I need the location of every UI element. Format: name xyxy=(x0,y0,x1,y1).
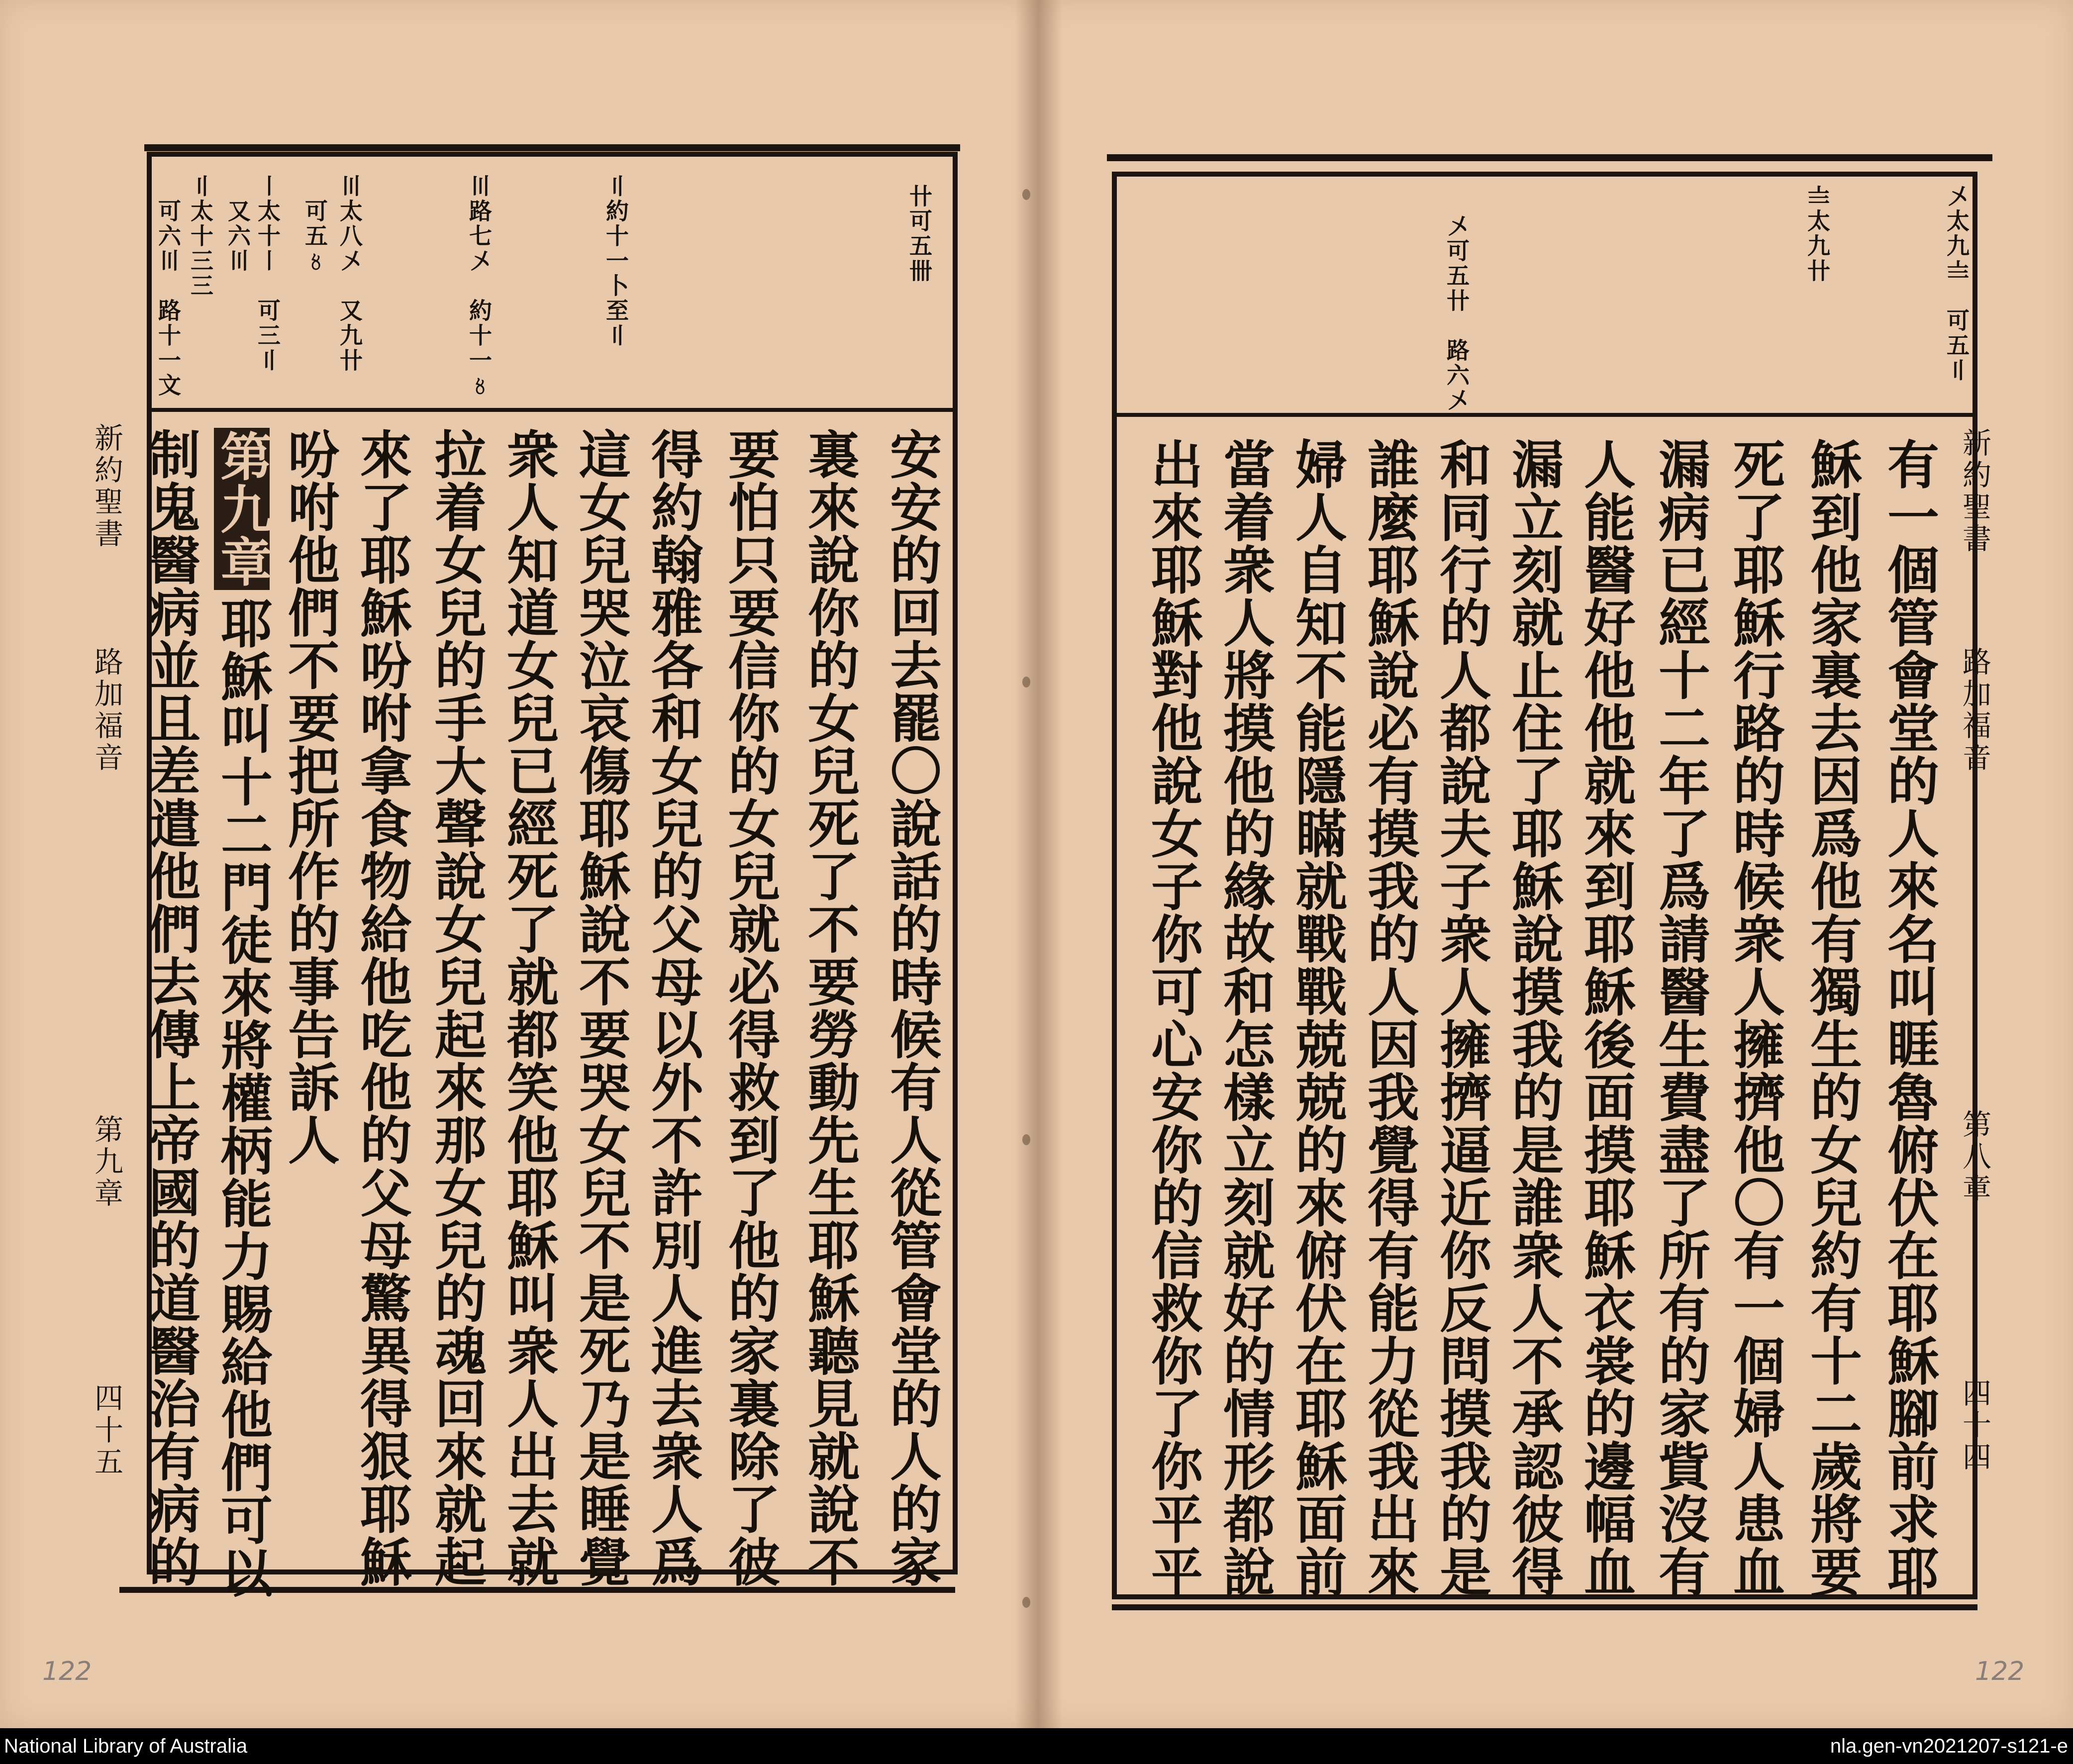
right-side-title: 新約聖書 xyxy=(1958,428,1991,555)
left-note-2: 〢約十一卜至〢 xyxy=(602,174,629,348)
footer-institution: National Library of Australia xyxy=(4,1735,248,1757)
right-page xyxy=(1037,0,2073,1728)
left-body-col-5: 這女兒哭泣哀傷耶穌說不要哭女兒不是死乃是睡覺 xyxy=(570,428,631,1588)
right-body-col-5: 人能醫好他他就來到耶穌後面摸耶穌衣裳的邊幅血 xyxy=(1575,438,1636,1598)
left-body-col-10: 耶穌叫十二門徒來將權柄能力賜給他們可以 xyxy=(212,597,273,1599)
left-body-col-4: 得約翰雅各和女兒的父母以外不許別人進去衆人爲 xyxy=(642,428,703,1588)
right-body-col-4: 漏病已經十二年了爲請醫生費盡了所有的家貲沒有 xyxy=(1650,438,1711,1598)
left-note-1: 卄可五卌 xyxy=(906,184,933,284)
right-header-top-rule xyxy=(1107,154,1992,161)
left-body-col-1: 安安的回去罷〇說話的時候有人從管會堂的人的家 xyxy=(881,428,942,1588)
left-note-6: 〡太十〡 可三〢 xyxy=(254,174,281,373)
right-side-page-number: 四十四 xyxy=(1958,1378,1991,1473)
right-body-col-10: 當着衆人將摸他的緣故和怎樣立刻就好的情形都說 xyxy=(1214,438,1276,1598)
left-pencil-mark: 122 xyxy=(42,1657,92,1686)
right-body-col-8: 誰麼耶穌說必有摸我的人因我覺得有能力從我出來 xyxy=(1359,438,1420,1598)
left-body-col-11: 制鬼醫病並且差遣他們去傳上帝國的道醫治有病的 xyxy=(140,428,201,1588)
left-body-col-6: 衆人知道女兒已經死了就都笑他耶穌叫衆人出去就 xyxy=(498,428,559,1588)
right-body-col-1: 有一個管會堂的人來名叫睚魯俯伏在耶穌腳前求耶 xyxy=(1878,438,1940,1598)
right-body-col-7: 和同行的人都說夫子衆人擁擠逼近你反問摸我的是 xyxy=(1431,438,1492,1598)
left-note-9: 可六〣 路十一文 xyxy=(155,174,182,398)
right-side-book: 路加福音 xyxy=(1958,647,1991,774)
left-side-book: 路加福音 xyxy=(90,647,123,774)
footer-bar xyxy=(0,1728,2073,1764)
left-side-chapter: 第九章 xyxy=(90,1114,123,1210)
right-bottom-rule xyxy=(1112,1604,1977,1610)
left-side-title: 新約聖書 xyxy=(90,423,123,550)
footer-identifier: nla.gen-vn2021207-s121-e xyxy=(1830,1735,2068,1757)
left-note-3: 〣路七〤 約十一〥 xyxy=(466,174,493,398)
book-gutter xyxy=(1015,0,1062,1728)
left-note-5: 可五〥 xyxy=(301,174,328,274)
right-pencil-mark: 122 xyxy=(1975,1657,2025,1686)
right-body-col-11: 出來耶穌對他說女子你可心安你的信救你了你平平 xyxy=(1142,438,1203,1598)
left-chapter-mark: 第九章 xyxy=(214,428,270,590)
left-header-top-rule xyxy=(144,144,960,151)
right-note-1: 〤太九〨 可五〢 xyxy=(1943,184,1970,383)
right-body-col-2: 穌到他家裏去因爲他有獨生的女兒約有十二歲將要 xyxy=(1801,438,1863,1598)
right-body-col-6: 漏立刻就止住了耶穌說摸我的是誰衆人不承認彼得 xyxy=(1503,438,1564,1598)
left-header-divider xyxy=(147,408,958,412)
right-note-2: 〨太九卄 xyxy=(1804,184,1831,284)
left-body-col-2: 裏來說你的女兒死了不要勞動先生耶穌聽見就說不 xyxy=(799,428,860,1588)
right-header-divider xyxy=(1112,413,1977,417)
left-body-col-3: 要怕只要信你的女兒就必得救到了他的家裏除了彼 xyxy=(719,428,781,1588)
left-side-page-number: 四十五 xyxy=(90,1383,123,1478)
left-note-7: 又六〣 xyxy=(224,174,251,274)
right-body-col-3: 死了耶穌行路的時候衆人擁擠他〇有一個婦人患血 xyxy=(1724,438,1785,1598)
left-body-col-7: 拉着女兒的手大聲說女兒起來那女兒的魂回來就起 xyxy=(426,428,487,1588)
left-page xyxy=(0,0,1037,1728)
left-body-col-8: 來了耶穌吩咐拿食物給他吃他的父母驚異得狠耶穌 xyxy=(351,428,412,1588)
left-note-4: 〣太八〤 又九卄 xyxy=(336,174,363,373)
right-note-3: 〤可五卄 路六〤 xyxy=(1443,214,1470,413)
left-note-8: 〢太十三三 xyxy=(187,174,214,298)
right-body-col-9: 婦人自知不能隱瞞就戰戰兢兢的來俯伏在耶穌面前 xyxy=(1286,438,1348,1598)
right-side-chapter: 第八章 xyxy=(1958,1109,1991,1205)
left-body-col-9: 吩咐他們不要把所作的事告訴人 xyxy=(279,428,340,1166)
